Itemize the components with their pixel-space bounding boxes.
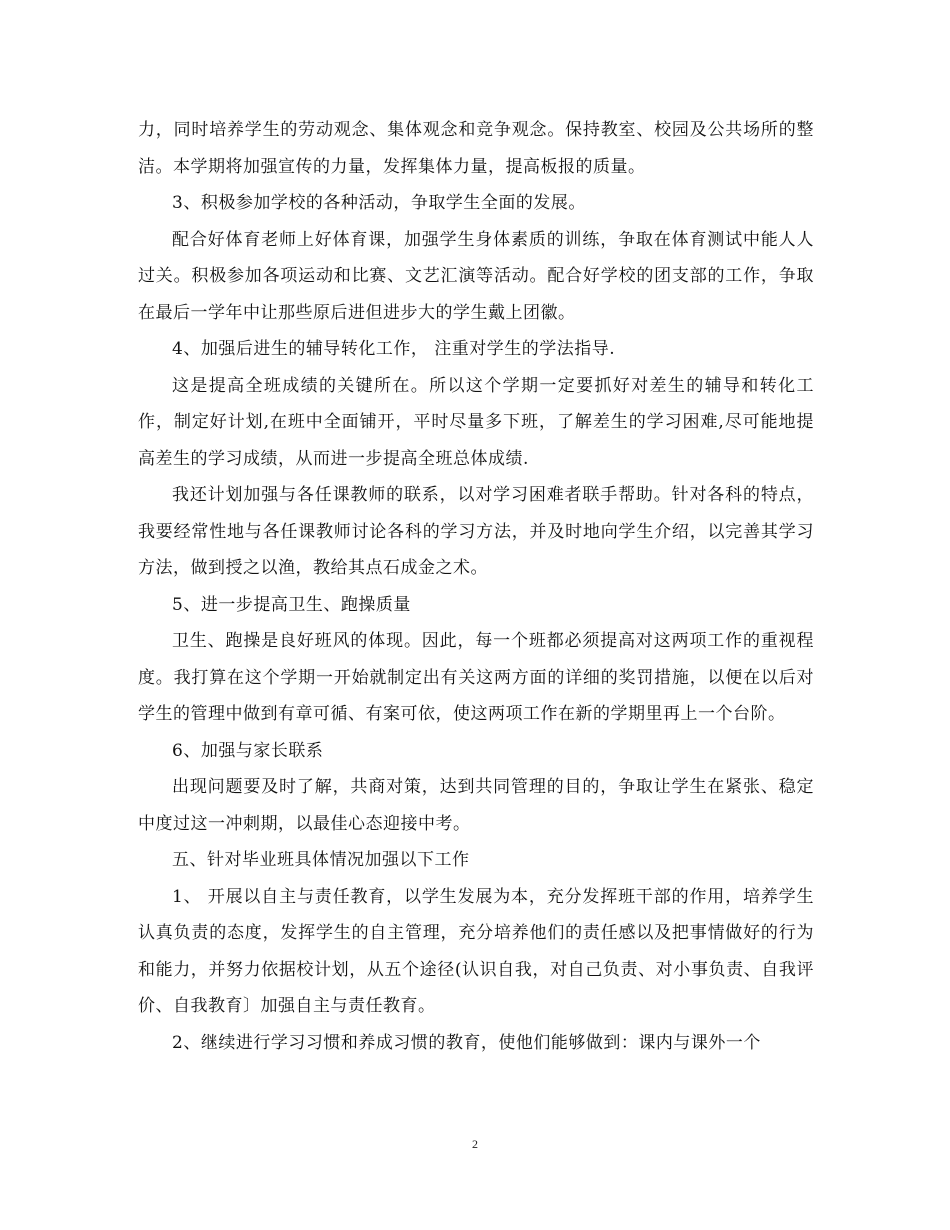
page-number: 2 bbox=[472, 1137, 478, 1151]
heading-item-4: 4、加强后进生的辅导转化工作， 注重对学生的学法指导. bbox=[172, 339, 616, 359]
paragraph: 我还计划加强与各任课教师的联系，以对学习困难者联手帮助。针对各科的特点，我要经常性地与各任课教师讨论各科的学习方法，并及时地向学生介绍，以完善其学习方法，做到授之以渔，教给其点石成金之术。 bbox=[138, 485, 814, 578]
document-body bbox=[138, 112, 814, 1061]
paragraph: 这是提高全班成绩的关键所在。所以这个学期一定要抓好对差生的辅导和转化工作，制定好计划,在班中全面铺开，平时尽量多下班，了解差生的学习困难,尽可能地提高差生的学习成绩，从而进一步提高全班总体成绩. bbox=[138, 375, 814, 469]
heading-item-5: 5、进一步提高卫生、跑操质量 bbox=[172, 594, 411, 615]
paragraph: 配合好体育老师上好体育课，加强学生身体素质的训练，争取在体育测试中能人人过关。积极参加各项运动和比赛、文艺汇演等活动。配合好学校的团支部的工作，争取在最后一学年中让那些原后进但进步大的学生戴上团徽。 bbox=[138, 229, 814, 323]
section-heading-5: 五、针对毕业班具体情况加强以下工作 bbox=[172, 850, 470, 870]
heading-item-6: 6、加强与家长联系 bbox=[172, 740, 324, 761]
paragraph: 卫生、跑操是良好班风的体现。因此，每一个班都必须提高对这两项工作的重视程度。我打算在这个学期一开始就制定出有关这两方面的详细的奖罚措施，以便在以后对学生的管理中做到有章可循、有案可依，使这两项工作在新的学期里再上一个台阶。 bbox=[138, 631, 814, 724]
paragraph: 1、 开展以自主与责任教育，以学生发展为本，充分发挥班干部的作用，培养学生认真负责的态度，发挥学生的自主管理，充分培养他们的责任感以及把事情做好的行为和能力，并努力依据校计划，从五个途径(认识自我，对自己负责、对小事负责、自我评价、自我教育〕加强自主与责任教育。 bbox=[138, 886, 814, 1016]
paragraph: 2、继续进行学习习惯和养成习惯的教育，使他们能够做到：课内与课外一个 bbox=[172, 1032, 761, 1053]
paragraph: 出现问题要及时了解，共商对策，达到共同管理的目的，争取让学生在紧张、稳定中度过这一冲刺期，以最佳心态迎接中考。 bbox=[138, 777, 814, 834]
paragraph-continuation: 力，同时培养学生的劳动观念、集体观念和竞争观念。保持教室、校园及公共场所的整洁。本学期将加强宣传的力量，发挥集体力量，提高板报的质量。 bbox=[138, 120, 814, 177]
heading-item-3: 3、积极参加学校的各种活动，争取学生全面的发展。 bbox=[172, 193, 586, 213]
